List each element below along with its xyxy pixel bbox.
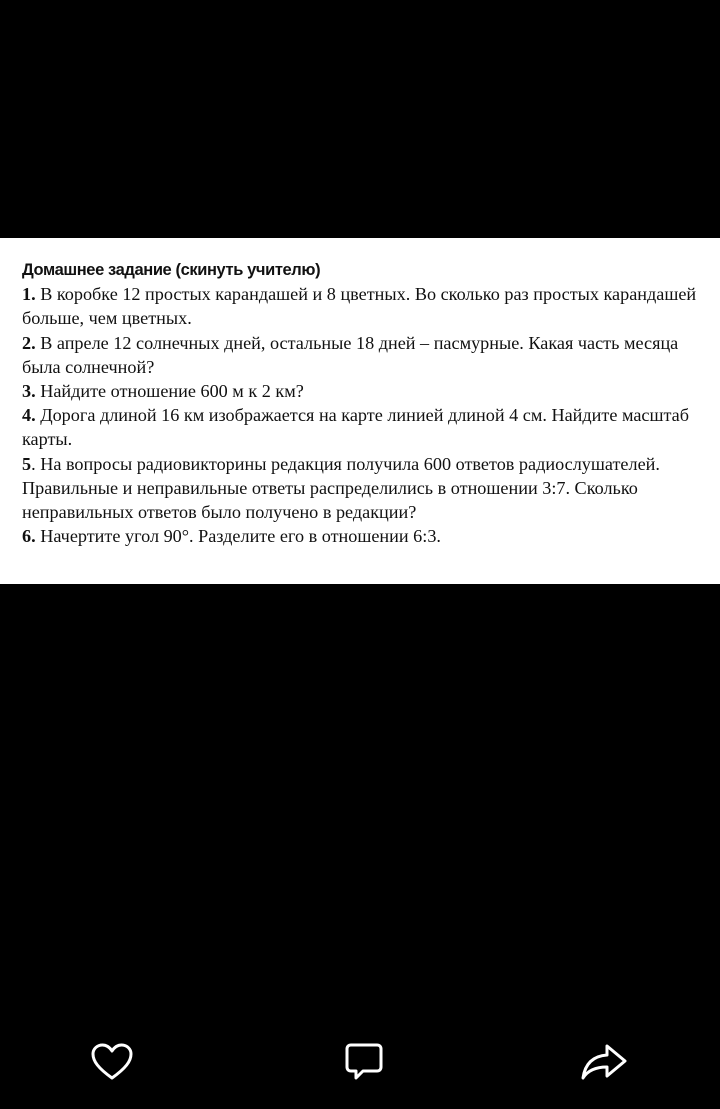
heart-outline-icon [90, 1042, 134, 1082]
share-button[interactable] [580, 1038, 628, 1086]
task-text: Дорога длиной 16 км изображается на карте линией длиной 4 см. Найдите масштаб карты. [22, 405, 689, 450]
comment-bubble-icon [344, 1041, 384, 1083]
task-text: Начертите угол 90°. Разделите его в отношении 6:3. [35, 526, 441, 547]
task-number: 5 [22, 453, 32, 474]
comment-button[interactable] [340, 1038, 388, 1086]
share-arrow-icon [580, 1042, 628, 1082]
task-item [22, 379, 706, 403]
task-item [22, 331, 706, 379]
task-number: 3. [22, 381, 36, 402]
task-text: Найдите отношение 600 м к 2 км? [35, 381, 304, 402]
document-title: Домашнее задание (скинуть учителю) [22, 261, 321, 279]
task-item [22, 403, 706, 451]
task-item [22, 524, 706, 548]
task-number: 1. [22, 284, 36, 305]
like-button[interactable] [88, 1038, 136, 1086]
homework-document [22, 258, 706, 548]
task-item [22, 282, 706, 330]
task-item [22, 452, 706, 525]
task-number: 4. [22, 405, 36, 426]
task-text: . На вопросы радиовикторины редакция получила 600 ответов радиослушателей. Правильные и неправильные ответы распределились в отношении 3:7. Сколько неправильных ответов было получено в редакции? [22, 453, 660, 523]
bottom-action-bar [0, 1020, 720, 1109]
task-number: 2. [22, 332, 36, 353]
task-text: В апреле 12 солнечных дней, остальные 18 дней – пасмурные. Какая часть месяца была солнечной? [22, 332, 679, 377]
task-number: 6. [22, 526, 36, 547]
homework-photo[interactable] [0, 238, 720, 584]
task-text: В коробке 12 простых карандашей и 8 цветных. Во сколько раз простых карандашей больше, чем цветных. [22, 284, 697, 329]
